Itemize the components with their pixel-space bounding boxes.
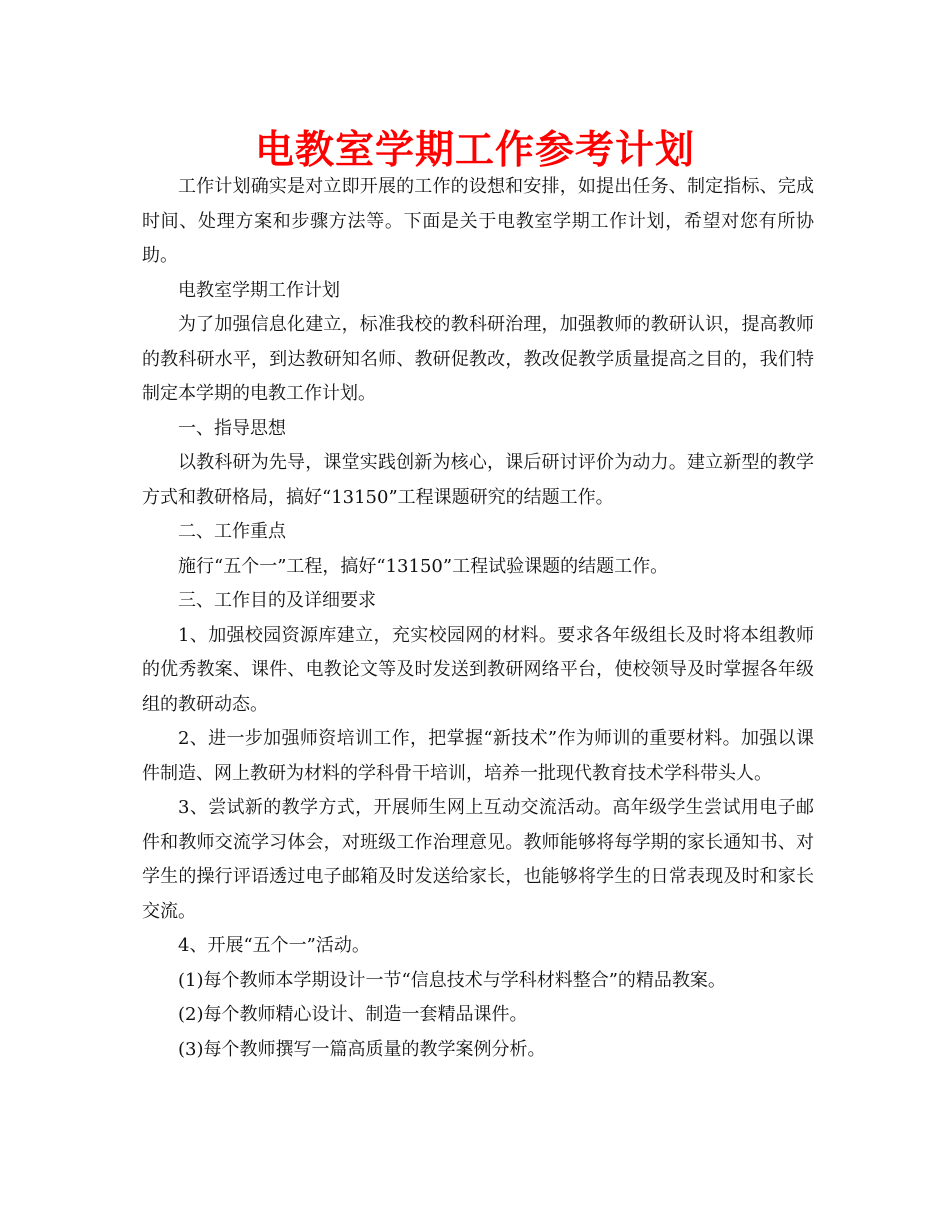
intro-paragraph: 工作计划确实是对立即开展的工作的设想和安排，如提出任务、制定指标、完成时间、处理方案和步骤方法等。下面是关于电教室学期工作计划，希望对您有所协助。 <box>142 176 814 266</box>
activity-item-3: (3)每个教师撰写一篇高质量的教学案例分析。 <box>178 1038 546 1060</box>
goal-item-4: 4、开展“五个一”活动。 <box>178 935 370 956</box>
goal-item-1: 1、加强校园资源库建立，充实校园网的材料。要求各年级组长及时将本组教师的优秀教案、课件、电教论文等及时发送到教研网络平台，使校领导及时掌握各年级组的教研动态。 <box>142 624 814 715</box>
activity-item-2: (2)每个教师精心设计、制造一套精品课件。 <box>178 1004 528 1025</box>
activity-item-1: (1)每个教师本学期设计一节“信息技术与学科材料整合”的精品教案。 <box>178 969 726 991</box>
document-body <box>142 170 814 1067</box>
key-work-paragraph: 施行“五个一”工程，搞好“13150”工程试验课题的结题工作。 <box>178 555 669 577</box>
guiding-thought-paragraph: 以教科研为先导，课堂实践创新为核心，课后研讨评价为动力。建立新型的教学方式和教研格局，搞好“13150”工程课题研究的结题工作。 <box>142 452 814 508</box>
section-heading-key-work: 二、工作重点 <box>178 521 286 542</box>
document-title: 电教室学期工作参考计划 <box>254 128 695 173</box>
goal-item-2: 2、进一步加强师资培训工作，把掌握“新技术”作为师训的重要材料。加强以课件制造、网上教研为材料的学科骨干培训，培养一批现代教育技术学科带头人。 <box>142 728 814 784</box>
goal-item-3: 3、尝试新的教学方式，开展师生网上互动交流活动。高年级学生尝试用电子邮件和教师交流学习体会，对班级工作治理意见。教师能够将每学期的家长通知书、对学生的操行评语透过电子邮箱及时发送给家长，也能够将学生的日常表现及时和家长交流。 <box>142 797 814 922</box>
section-heading-goals: 三、工作目的及详细要求 <box>178 590 376 611</box>
section-heading-plan: 电教室学期工作计划 <box>178 279 340 301</box>
purpose-paragraph: 为了加强信息化建立，标准我校的教科研治理，加强教师的教研认识，提高教师的教科研水平，到达教研知名师、教研促教改，教改促教学质量提高之目的，我们特制定本学期的电教工作计划。 <box>142 314 814 404</box>
section-heading-guiding-thought: 一、指导思想 <box>178 417 286 439</box>
